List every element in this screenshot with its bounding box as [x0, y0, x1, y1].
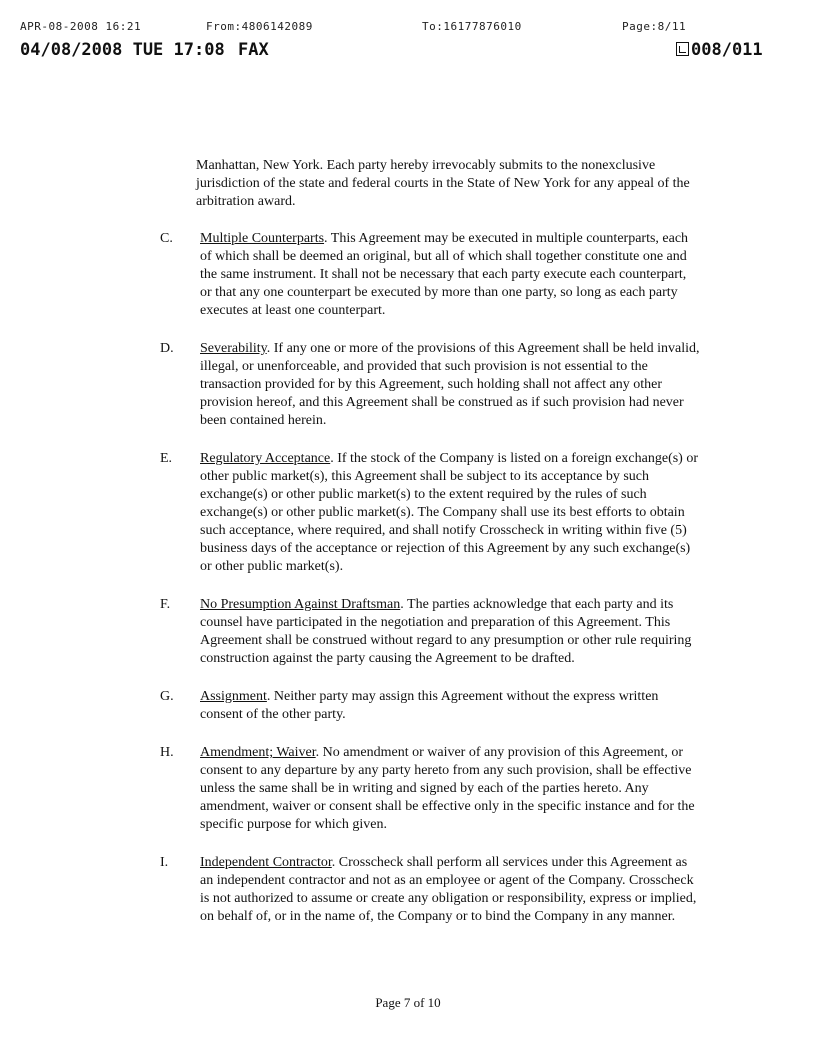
clause-letter: F.: [160, 597, 171, 612]
page-footer: Page 7 of 10: [375, 995, 441, 1010]
fax-page-number: 008/011: [691, 40, 763, 60]
intro-paragraph: Manhattan, New York. Each party hereby irrevocably submits to the nonexclusive jurisdiction of the state and federal courts in the State of New York for any appeal of the arbitration award.: [196, 158, 690, 209]
clause-d: [160, 340, 700, 430]
fax-stamp-date: 04/08/2008 TUE 17:08: [20, 40, 225, 60]
clause-text: [200, 596, 700, 668]
clause-letter: I.: [160, 855, 169, 870]
fax-date-time: APR-08-2008 16:21: [20, 20, 142, 33]
clause-c: [160, 230, 700, 320]
clause-text: [200, 688, 700, 724]
clause-i: [160, 854, 700, 926]
clause-text: [200, 854, 700, 926]
clause-heading: Severability: [200, 341, 267, 356]
fax-page-count: [676, 40, 763, 60]
clause-heading: No Presumption Against Draftsman: [200, 597, 401, 612]
clause-body: . Neither party may assign this Agreement without the express written consent of the other party.: [200, 689, 659, 722]
clause-body: . If any one or more of the provisions of this Agreement shall be held invalid, illegal, or unenforceable, and provided that such provision is not essential to the transaction provided for by this Agreement, such holding shall not affect any other provision hereof, and this Agreement shall be construed as if such provision had never been contained herein.: [200, 341, 700, 428]
clause-f: [160, 596, 700, 668]
clause-g: [160, 688, 700, 724]
clause-heading: Amendment; Waiver: [200, 745, 316, 760]
clause-text: [200, 230, 700, 320]
clause-h: [160, 744, 700, 834]
fax-box-icon: [676, 42, 689, 56]
clause-letter: D.: [160, 341, 174, 356]
clause-letter: E.: [160, 451, 173, 466]
clause-text: [200, 450, 700, 576]
clause-body: . This Agreement may be executed in multiple counterparts, each of which shall be deemed an original, but all of which shall together constitute one and the same instrument. It shall not be necessary that each party execute each counterpart, or that any one counterpart be executed by more than one party, so long as each party executes at least one counterpart.: [200, 231, 689, 318]
fax-stamp-line: [20, 40, 796, 66]
clause-body: . If the stock of the Company is listed on a foreign exchange(s) or other public market(s), this Agreement shall be subject to its acceptance by such exchange(s) or other public market(s) to the extent required by the rules of such exchange(s) or other public market(s). The Company shall use its best efforts to obtain such acceptance, where required, and shall notify Crosscheck in writing within five (5) business days of the acceptance or rejection of this Agreement by any such exchange(s) or other public market(s).: [200, 451, 699, 574]
clause-heading: Independent Contractor: [200, 855, 332, 870]
fax-from: From:4806142089: [206, 20, 313, 33]
clause-letter: C.: [160, 231, 173, 246]
clause-body: . Crosscheck shall perform all services under this Agreement as an independent contractor and not as an employee or agent of the Company. Crosscheck is not authorized to assume or create any obligation or responsibility, express or implied, on behalf of, or in the name of, the Company or to bind the Company in any manner.: [200, 855, 697, 924]
clause-text: [200, 340, 700, 430]
clause-letter: H.: [160, 745, 174, 760]
fax-page: Page:8/11: [622, 20, 687, 33]
clause-e: [160, 450, 700, 576]
fax-to: To:16177876010: [422, 20, 522, 33]
clause-heading: Multiple Counterparts: [200, 231, 325, 246]
clause-body: . The parties acknowledge that each party and its counsel have participated in the negotiation and preparation of this Agreement. This Agreement shall be construed without regard to any presumption or other rule requiring construction against the party causing the Agreement to be drafted.: [200, 597, 692, 666]
document-body: [160, 157, 700, 946]
clause-letter: G.: [160, 689, 174, 704]
clause-heading: Assignment: [200, 689, 267, 704]
fax-transmission-header: [20, 20, 796, 36]
clause-body: . No amendment or waiver of any provision of this Agreement, or consent to any departure by any party hereto from any such provision, shall be effective unless the same shall be in writing and signed by each of the parties hereto. Any amendment, waiver or consent shall be effective only in the specific instance and for the specific purpose for which given.: [200, 745, 695, 832]
fax-label: FAX: [238, 40, 269, 60]
clause-text: [200, 744, 700, 834]
clause-heading: Regulatory Acceptance: [200, 451, 331, 466]
